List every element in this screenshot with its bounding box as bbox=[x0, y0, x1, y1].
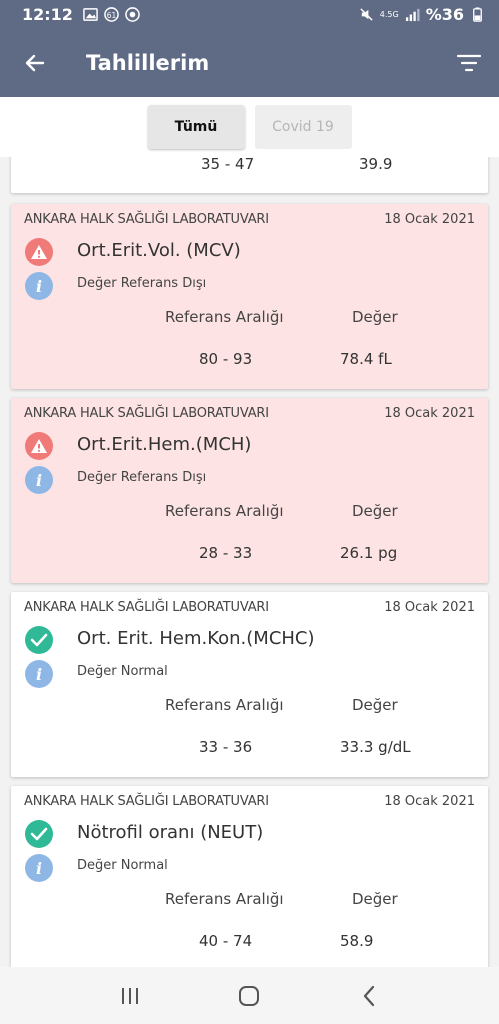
recents-button[interactable] bbox=[110, 976, 150, 1016]
check-icon bbox=[25, 820, 53, 848]
result-date: 18 Ocak 2021 bbox=[384, 212, 475, 227]
info-icon[interactable]: i bbox=[25, 854, 53, 882]
browser-icon bbox=[125, 7, 140, 22]
mute-icon bbox=[359, 7, 374, 22]
value-label: Değer bbox=[352, 890, 398, 908]
status-text: Değer Normal bbox=[77, 664, 168, 679]
battery-percent: %36 bbox=[425, 5, 464, 24]
tab-all[interactable]: Tümü bbox=[148, 105, 245, 149]
result-card-partial[interactable] bbox=[11, 157, 488, 193]
results-list[interactable] bbox=[0, 157, 499, 967]
check-icon bbox=[25, 626, 53, 654]
test-name: Ort.Erit.Hem.(MCH) bbox=[77, 434, 252, 455]
reference-range-value: 28 - 33 bbox=[199, 544, 253, 562]
home-icon bbox=[238, 985, 260, 1007]
result-value: 26.1 pg bbox=[340, 544, 398, 562]
result-date: 18 Ocak 2021 bbox=[384, 406, 475, 421]
result-date: 18 Ocak 2021 bbox=[384, 794, 475, 809]
reference-range-value: 33 - 36 bbox=[199, 738, 253, 756]
result-card[interactable] bbox=[11, 786, 488, 967]
value-label: Değer bbox=[352, 502, 398, 520]
gallery-icon bbox=[83, 7, 98, 22]
reference-range-value: 35 - 47 bbox=[201, 157, 255, 173]
reference-range-label: Referans Aralığı bbox=[165, 696, 284, 714]
system-nav-bar bbox=[0, 967, 499, 1024]
filter-button[interactable] bbox=[439, 29, 499, 97]
home-button[interactable] bbox=[229, 976, 269, 1016]
reference-range-label: Referans Aralığı bbox=[165, 308, 284, 326]
battery-icon bbox=[470, 7, 485, 22]
status-bar bbox=[0, 0, 499, 29]
info-icon[interactable]: i bbox=[25, 660, 53, 688]
system-back-button[interactable] bbox=[349, 976, 389, 1016]
svg-text:61: 61 bbox=[106, 10, 117, 20]
result-value: 58.9 bbox=[340, 932, 374, 950]
warning-icon bbox=[25, 238, 53, 266]
result-card[interactable] bbox=[11, 398, 488, 583]
result-card[interactable] bbox=[11, 592, 488, 777]
lab-name: ANKARA HALK SAĞLIĞI LABORATUVARI bbox=[24, 406, 269, 421]
status-text: Değer Normal bbox=[77, 858, 168, 873]
lab-name: ANKARA HALK SAĞLIĞI LABORATUVARI bbox=[24, 794, 269, 809]
test-name: Nötrofil oranı (NEUT) bbox=[77, 822, 264, 843]
info-icon[interactable]: i bbox=[25, 466, 53, 494]
notification-badge-icon bbox=[104, 7, 119, 22]
app-bar bbox=[0, 29, 499, 97]
warning-icon bbox=[25, 432, 53, 460]
arrow-left-icon bbox=[23, 51, 47, 75]
reference-range-value: 40 - 74 bbox=[199, 932, 253, 950]
chevron-left-icon bbox=[362, 985, 376, 1007]
lab-name: ANKARA HALK SAĞLIĞI LABORATUVARI bbox=[24, 600, 269, 615]
result-value: 33.3 g/dL bbox=[340, 738, 411, 756]
filter-icon bbox=[456, 53, 482, 73]
tab-bar bbox=[0, 97, 499, 157]
signal-icon bbox=[405, 7, 420, 22]
result-date: 18 Ocak 2021 bbox=[384, 600, 475, 615]
status-time: 12:12 bbox=[22, 5, 73, 24]
tab-covid[interactable]: Covid 19 bbox=[255, 105, 352, 149]
info-icon[interactable]: i bbox=[25, 272, 53, 300]
back-button[interactable] bbox=[0, 29, 70, 97]
value-label: Değer bbox=[352, 696, 398, 714]
result-value: 39.9 bbox=[359, 157, 393, 173]
reference-range-label: Referans Aralığı bbox=[165, 890, 284, 908]
reference-range-value: 80 - 93 bbox=[199, 350, 253, 368]
lab-name: ANKARA HALK SAĞLIĞI LABORATUVARI bbox=[24, 212, 269, 227]
status-text: Değer Referans Dışı bbox=[77, 470, 207, 485]
test-name: Ort. Erit. Hem.Kon.(MCHC) bbox=[77, 628, 315, 649]
result-value: 78.4 fL bbox=[340, 350, 392, 368]
test-name: Ort.Erit.Vol. (MCV) bbox=[77, 240, 241, 261]
network-type: 4.5G bbox=[379, 9, 399, 19]
reference-range-label: Referans Aralığı bbox=[165, 502, 284, 520]
result-card[interactable] bbox=[11, 204, 488, 389]
page-title: Tahlillerim bbox=[86, 51, 210, 75]
status-text: Değer Referans Dışı bbox=[77, 276, 207, 291]
recents-icon bbox=[119, 986, 141, 1006]
value-label: Değer bbox=[352, 308, 398, 326]
